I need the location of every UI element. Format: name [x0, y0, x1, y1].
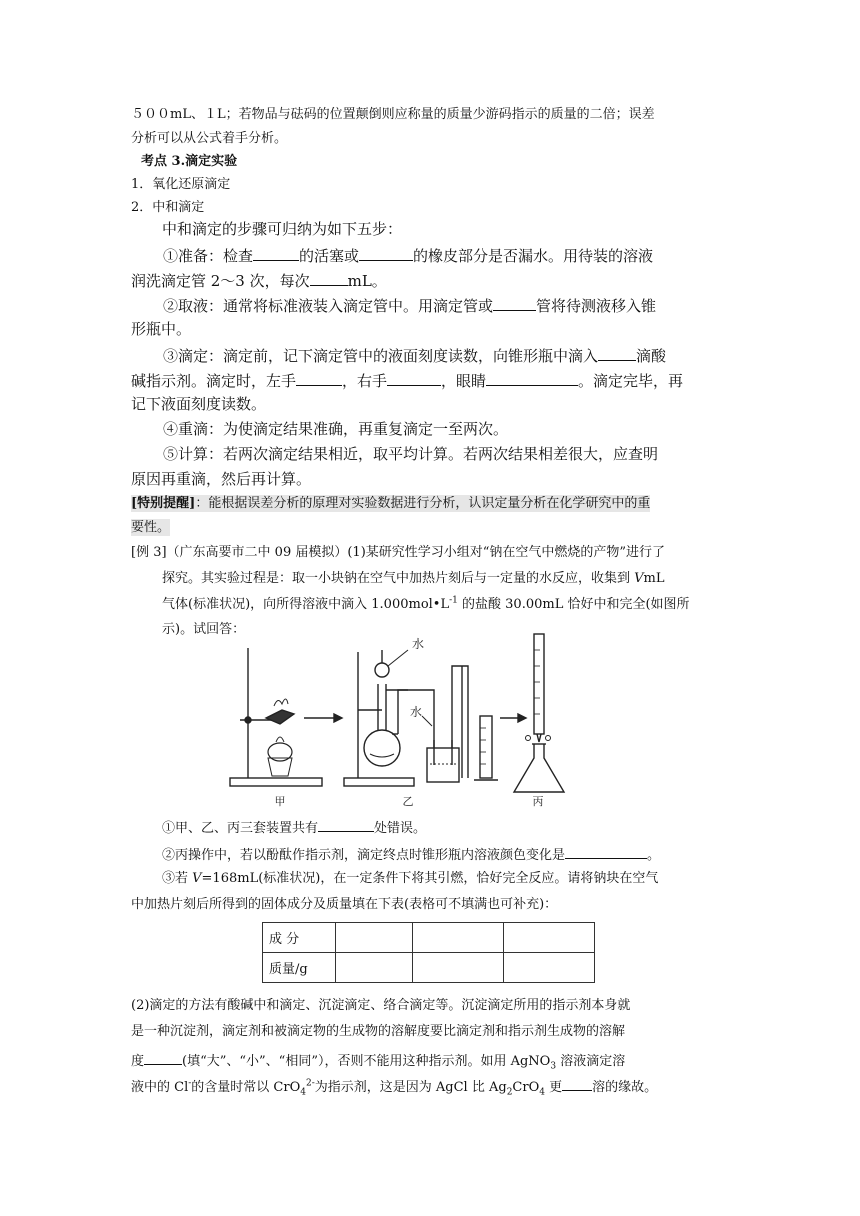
section-title: 考点 3.滴定实验: [141, 154, 238, 169]
apparatus-figure: [222, 630, 602, 810]
subscript: 4: [539, 1087, 545, 1098]
example-text: mL: [643, 571, 665, 586]
answer-blank[interactable]: [562, 1077, 592, 1091]
superscript: -: [188, 1078, 192, 1089]
step-text: ②取液：通常将标准液装入滴定管中。用滴定管或: [163, 297, 494, 315]
answer-blank[interactable]: [296, 372, 342, 386]
example-line: [162, 572, 665, 585]
question-1: [162, 818, 426, 835]
answer-blank[interactable]: [359, 247, 413, 261]
question-text: 。: [647, 848, 661, 863]
list-item: 2．中和滴定: [131, 200, 205, 215]
answer-table: [262, 922, 595, 983]
answer-blank[interactable]: [598, 347, 636, 361]
answer-blank[interactable]: [318, 818, 374, 832]
label-water: 水: [412, 637, 425, 651]
part2-text: 的含量时常以 CrO: [191, 1080, 301, 1095]
part2-line: [131, 1051, 626, 1072]
answer-blank[interactable]: [493, 297, 536, 311]
question-3-cont: 中加热片刻后所得到的固体成分及质量填在下表(表格可不填满也可补充)：: [131, 897, 558, 912]
answer-blank[interactable]: [565, 845, 647, 859]
table-cell[interactable]: [336, 923, 413, 953]
text-line: 分析可以从公式着手分析。: [131, 131, 288, 146]
table-cell[interactable]: [336, 953, 413, 983]
step-text: 碱指示剂。滴定时，左手: [131, 372, 297, 390]
step-5-cont: 原因再重滴，然后再计算。: [131, 470, 312, 488]
superscript: 2-: [305, 1078, 315, 1089]
superscript: -1: [449, 595, 458, 606]
part2-text: 更: [544, 1080, 563, 1095]
step-1-cont: [131, 272, 387, 289]
text-line: ５００mL、１L；若物品与砝码的位置颠倒则应称量的质量少游码指示的质量的二倍；误差: [131, 107, 655, 122]
step-5: ⑤计算：若两次滴定结果相近，取平均计算。若两次结果相差很大，应查明: [163, 445, 659, 463]
example-line: 示)。试回答：: [162, 622, 246, 637]
part2-text: 溶的缘故。: [592, 1080, 658, 1095]
variable-v: V: [192, 871, 202, 886]
apparatus-c: [514, 634, 564, 792]
table-cell[interactable]: [504, 953, 595, 983]
answer-blank[interactable]: [253, 247, 299, 261]
step-4: ④重滴：为使滴定结果准确，再重复滴定一至两次。: [163, 420, 509, 438]
example-text: 的盐酸 30.00mL 恰好中和完全(如图所: [457, 597, 690, 612]
step-text: ③滴定：滴定前，记下滴定管中的液面刻度读数，向锥形瓶中滴入: [163, 347, 599, 365]
table-row: [263, 923, 595, 953]
step-text: 润洗滴定管 2～3 次，每次: [131, 272, 310, 290]
question-text: =168mL(标准状况)，在一定条件下将其引燃，恰好完全反应。请将钠块在空气: [201, 871, 659, 886]
example-line: [例 3]（广东高要市二中 09 届模拟）(1)某研究性学习小组对“钠在空气中燃烧的产物”进行了: [131, 545, 666, 560]
answer-blank[interactable]: [387, 372, 441, 386]
step-text: ，右手: [342, 372, 388, 390]
step-text: ，眼睛: [441, 372, 487, 390]
step-3-cont2: 记下液面刻度读数。: [131, 395, 267, 413]
table-cell[interactable]: [413, 923, 504, 953]
example-line: [162, 595, 690, 612]
step-3-cont: [131, 372, 683, 389]
question-text: ②丙操作中，若以酚酞作指示剂，滴定终点时锥形瓶内溶液颜色变化是: [162, 848, 566, 863]
question-text: ①甲、乙、丙三套装置共有: [162, 821, 319, 836]
row-label: 成 分: [263, 923, 336, 953]
part2-line: (2)滴定的方法有酸碱中和滴定、沉淀滴定、络合滴定等。沉淀滴定所用的指示剂本身就: [131, 998, 631, 1013]
step-text: 的活塞或: [299, 247, 360, 265]
table-cell[interactable]: [413, 953, 504, 983]
caption-b: 乙: [402, 795, 414, 808]
step-2-cont: 形瓶中。: [131, 320, 192, 338]
label-water: 水: [410, 705, 423, 719]
question-text: 处错误。: [374, 821, 427, 836]
part2-text: 液中的 Cl: [131, 1080, 189, 1095]
part2-text: 为指示剂，这是因为 AgCl 比 Ag: [314, 1080, 507, 1095]
step-1: [163, 247, 653, 264]
question-3: [162, 872, 658, 885]
step-text: 。滴定完毕，再: [578, 372, 684, 390]
step-text: 滴酸: [636, 347, 667, 365]
subscript: 3: [550, 1061, 557, 1072]
variable-v: V: [634, 571, 644, 586]
table-row: [263, 953, 595, 983]
list-item: 1．氧化还原滴定: [131, 177, 231, 192]
tip-text: ：能根据误差分析的原理对实验数据进行分析，认识定量分析在化学研究中的重: [195, 496, 651, 511]
apparatus-a: [230, 648, 322, 786]
special-tip: [131, 495, 650, 512]
part2-line: 是一种沉淀剂，滴定剂和被滴定物的生成物的溶解度要比滴定剂和指示剂生成物的溶解: [131, 1024, 626, 1039]
part2-text: (填“大”、“小”、“相同”），否则不能用这种指示剂。如用 AgNO: [182, 1054, 551, 1069]
example-text: 探究。其实验过程是：取一小块钠在空气中加热片刻后与一定量的水反应，收集到: [162, 571, 635, 586]
answer-blank[interactable]: [310, 272, 348, 286]
part2-text: 度: [131, 1054, 145, 1069]
subscript: 2: [506, 1087, 513, 1098]
step-3: [163, 347, 666, 364]
step-text: 的橡皮部分是否漏水。用待装的溶液: [413, 247, 654, 265]
subscript: 4: [300, 1087, 306, 1098]
part2-text: 溶液滴定溶: [556, 1054, 626, 1069]
example-text: 气体(标准状况)，向所得溶液中滴入 1.000mol•L: [162, 597, 450, 612]
answer-blank[interactable]: [486, 372, 578, 386]
tip-label: [特别提醒]: [131, 496, 196, 511]
tip-text-cont: 要性。: [131, 520, 171, 535]
caption-c: 丙: [532, 795, 544, 808]
part2-text: CrO: [512, 1080, 540, 1095]
row-label: 质量/g: [263, 953, 336, 983]
step-text: ①准备：检查: [163, 247, 254, 265]
question-2: [162, 845, 660, 862]
step-text: mL。: [347, 272, 387, 290]
table-cell[interactable]: [504, 923, 595, 953]
caption-a: 甲: [274, 795, 286, 808]
part2-line: [131, 1077, 658, 1098]
steps-intro: 中和滴定的步骤可归纳为如下五步：: [162, 220, 403, 238]
step-2: [163, 297, 656, 314]
question-text: ③若: [162, 871, 193, 886]
answer-blank[interactable]: [144, 1051, 182, 1065]
step-text: 管将待测液移入锥: [536, 297, 657, 315]
